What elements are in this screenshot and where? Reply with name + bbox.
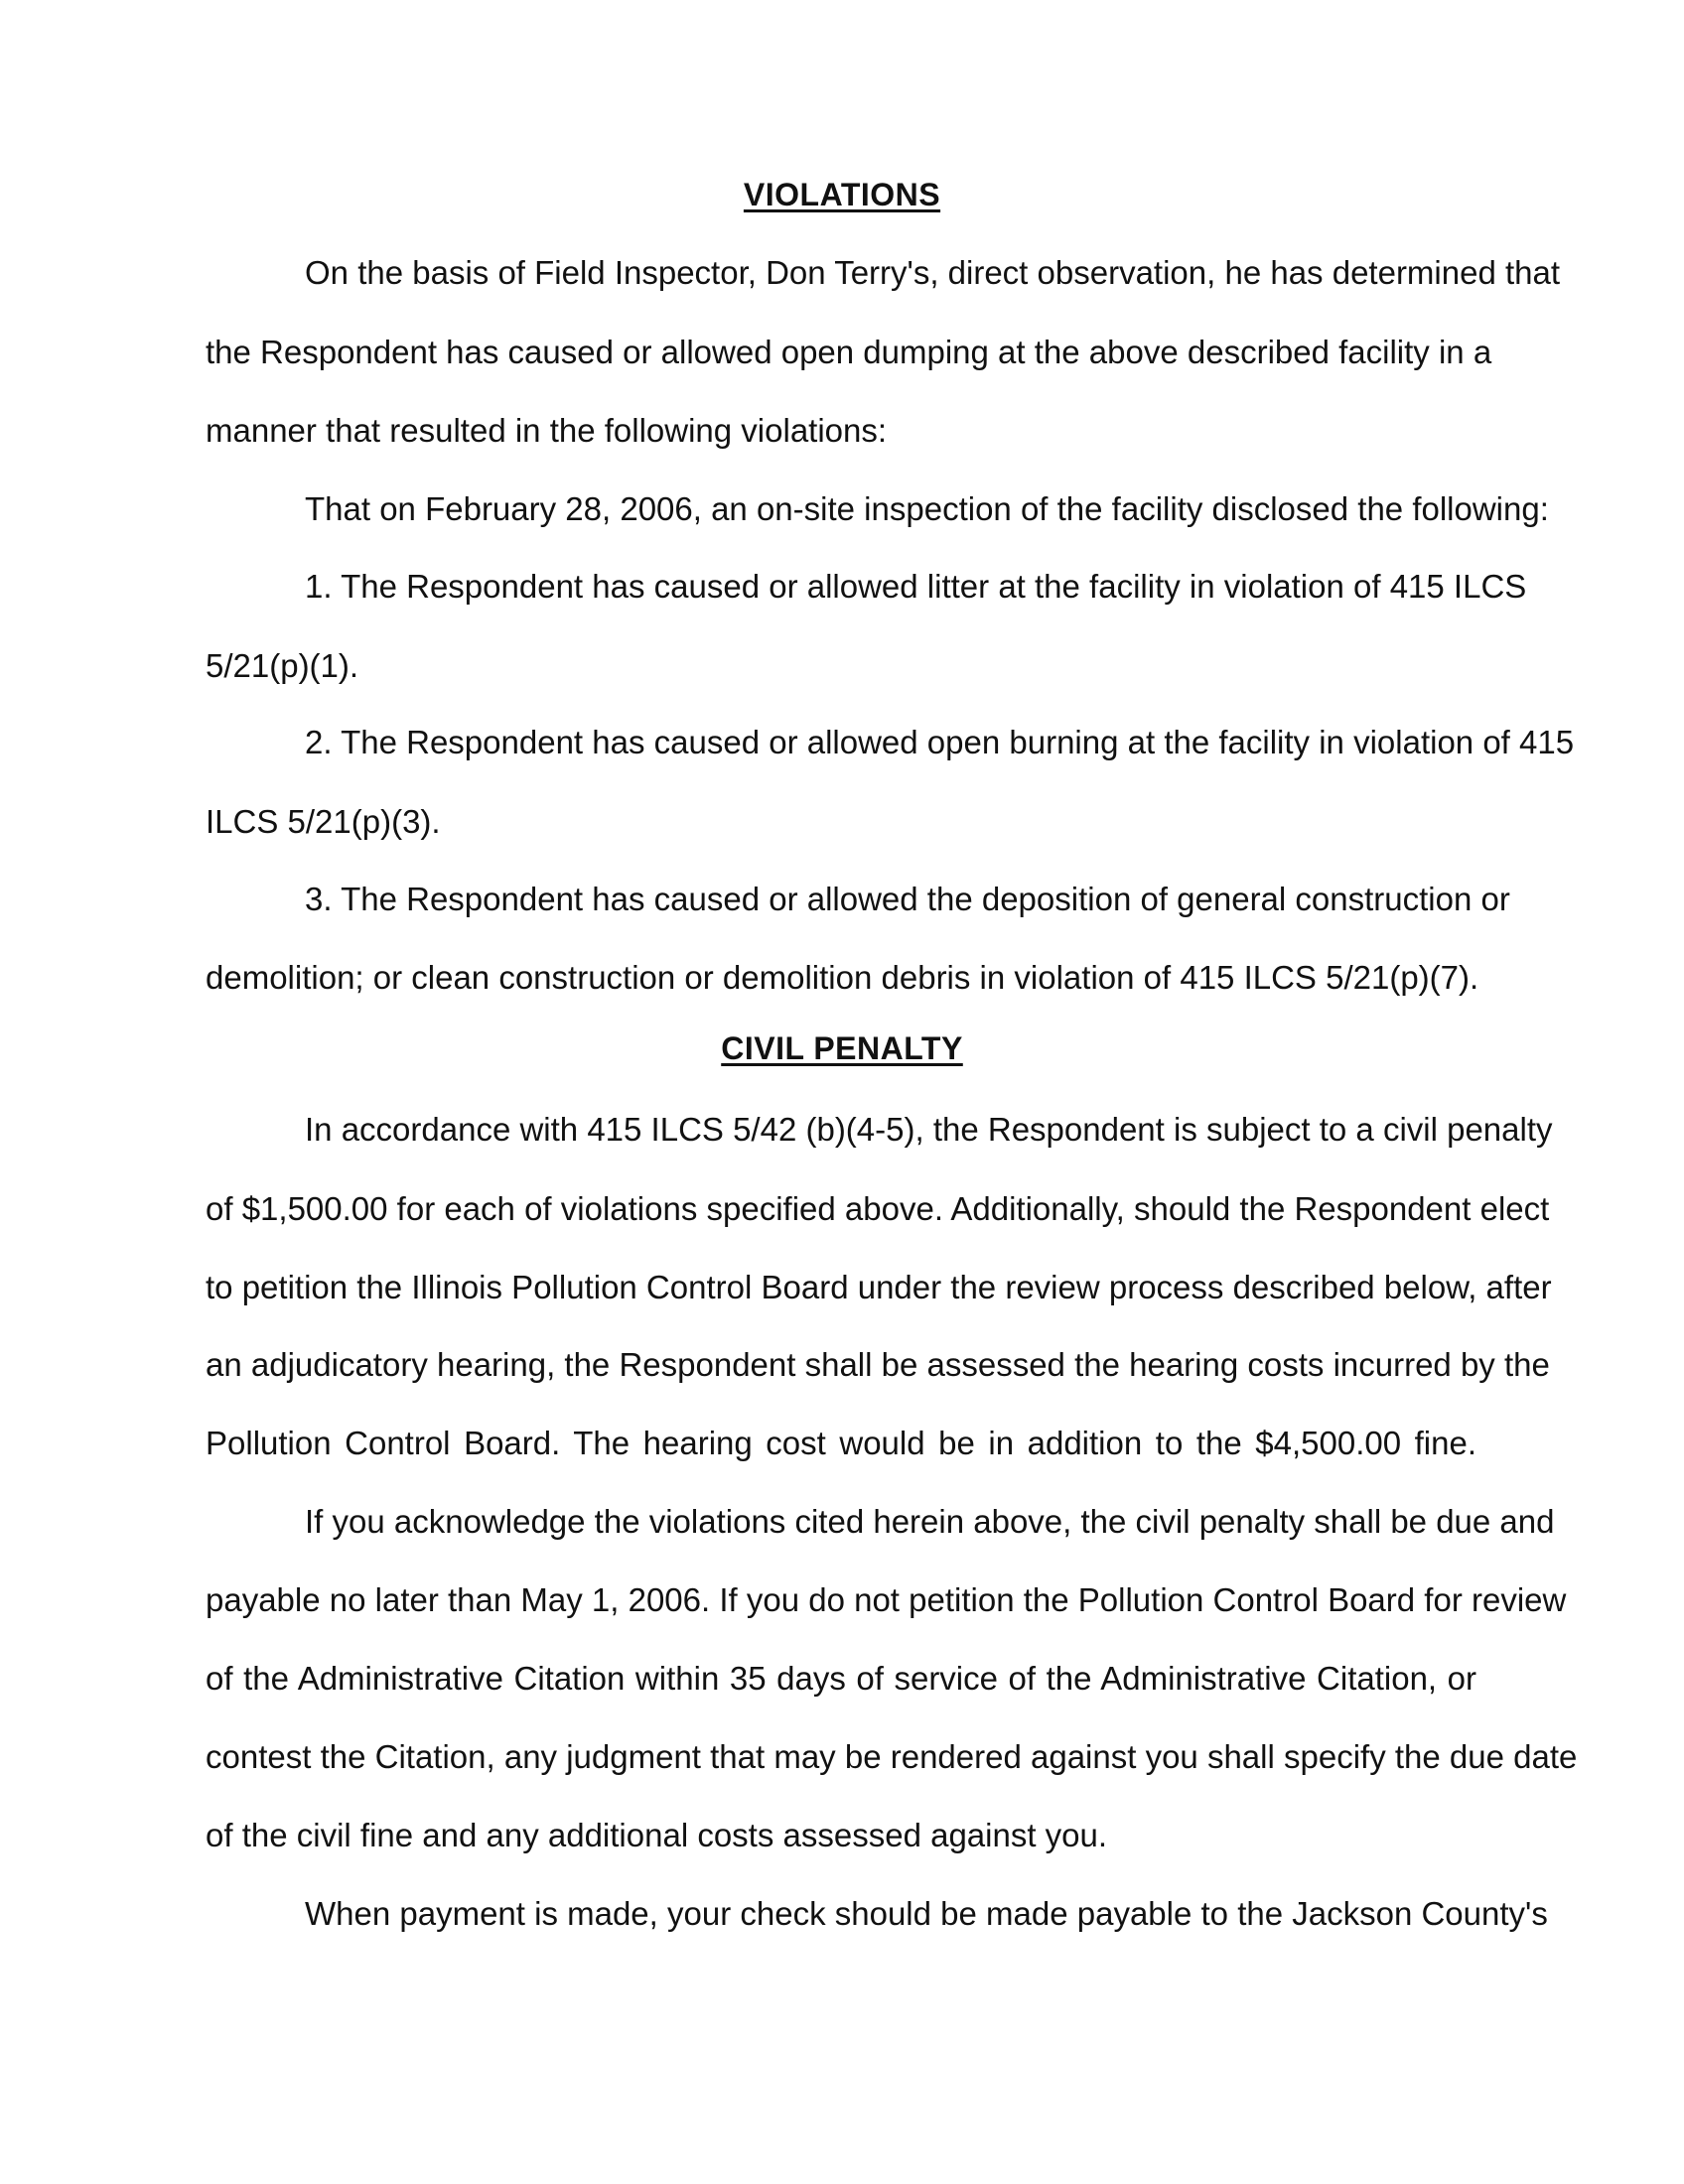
civil-penalty-heading: CIVIL PENALTY: [721, 1030, 963, 1066]
violation-item-2-cont: ILCS 5/21(p)(3).: [206, 803, 441, 840]
penalty-line-9: contest the Citation, any judgment that may be rendered against you shall specify the due date: [206, 1738, 1578, 1775]
violation-item-3: 3. The Respondent has caused or allowed the deposition of general construction or: [305, 881, 1510, 917]
violation-item-3-cont: demolition; or clean construction or demolition debris in violation of 415 ILCS 5/21(p)(7).: [206, 959, 1479, 996]
violation-item-2: 2. The Respondent has caused or allowed open burning at the facility in violation of 415: [305, 724, 1575, 760]
violations-line-2: the Respondent has caused or allowed open dumping at the above described facility in a: [206, 334, 1492, 370]
penalty-line-1: In accordance with 415 ILCS 5/42 (b)(4-5), the Respondent is subject to a civil penalty: [305, 1111, 1553, 1148]
penalty-line-7: payable no later than May 1, 2006. If you do not petition the Pollution Control Board for review: [206, 1581, 1567, 1618]
violations-line-4: That on February 28, 2006, an on-site inspection of the facility disclosed the following:: [305, 490, 1549, 527]
penalty-line-10: of the civil fine and any additional costs assessed against you.: [206, 1817, 1108, 1853]
violations-line-3: manner that resulted in the following violations:: [206, 412, 888, 449]
penalty-line-11: When payment is made, your check should be made payable to the Jackson County's: [305, 1895, 1548, 1932]
penalty-line-2: of $1,500.00 for each of violations specified above. Additionally, should the Respondent elect: [206, 1190, 1550, 1227]
penalty-line-6: If you acknowledge the violations cited herein above, the civil penalty shall be due and: [305, 1503, 1555, 1540]
violations-heading: VIOLATIONS: [743, 177, 941, 212]
violation-item-1-cont: 5/21(p)(1).: [206, 647, 359, 684]
penalty-line-4: an adjudicatory hearing, the Respondent shall be assessed the hearing costs incurred by the: [206, 1346, 1550, 1383]
penalty-line-3: to petition the Illinois Pollution Control Board under the review process described below, after: [206, 1269, 1552, 1305]
penalty-line-8: of the Administrative Citation within 35 days of service of the Administrative Citation, or: [206, 1660, 1476, 1697]
penalty-line-5: Pollution Control Board. The hearing cost would be in addition to the $4,500.00 fine.: [206, 1425, 1476, 1461]
violation-item-1: 1. The Respondent has caused or allowed litter at the facility in violation of 415 ILCS: [305, 568, 1527, 605]
violations-line-1: On the basis of Field Inspector, Don Terry's, direct observation, he has determined that: [305, 254, 1561, 291]
